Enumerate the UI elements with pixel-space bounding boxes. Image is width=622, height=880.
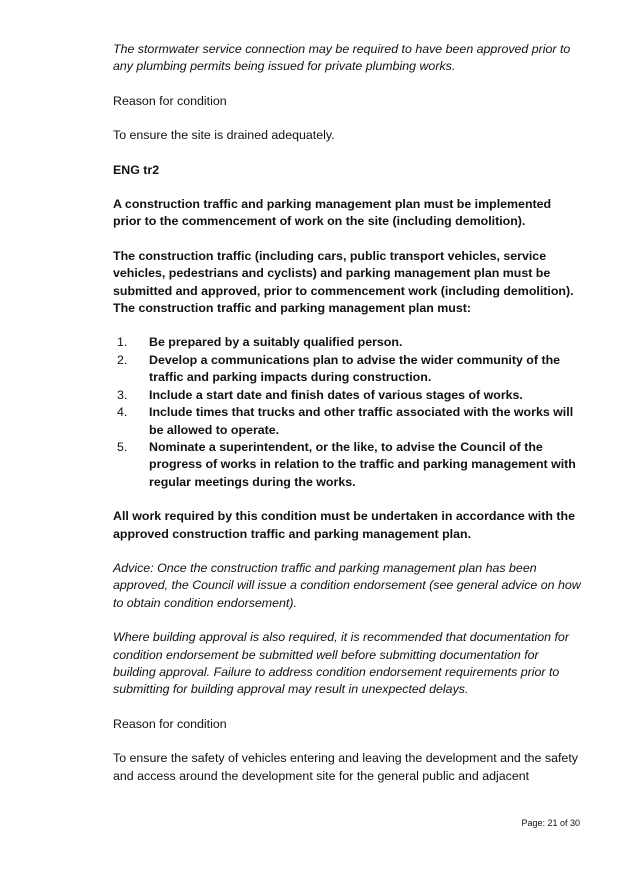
list-item	[113, 387, 582, 404]
reason-text: To ensure the safety of vehicles entering and leaving the development and the safety and access around the development site for the general public and adjacent	[113, 751, 578, 783]
reason-text: To ensure the site is drained adequately.	[113, 128, 335, 143]
list-text: Nominate a superintendent, or the like, to advise the Council of the progress of works in relation to the traffic and parking management with regular meetings during the works.	[149, 439, 576, 489]
list-text: Include times that trucks and other traffic associated with the works will be allowed to operate.	[149, 405, 574, 437]
list-item	[113, 439, 582, 491]
list-number: 5.	[117, 439, 128, 454]
condition-paragraph-3: All work required by this condition must be undertaken in accordance with the approved construction traffic and parking management plan.	[113, 509, 575, 541]
advice-paragraph: Advice: Once the construction traffic and parking management plan has been approved, the Council will issue a condition endorsement (see general advice on how to obtain condition endorsement).	[113, 560, 581, 610]
reason-heading: Reason for condition	[113, 716, 227, 731]
list-number: 4.	[117, 405, 128, 420]
list-number: 1.	[117, 335, 128, 350]
list-text: Develop a communications plan to advise the wider community of the traffic and parking impacts during construction.	[149, 352, 561, 385]
condition-code: ENG tr2	[113, 162, 160, 177]
stormwater-note: The stormwater service connection may be required to have been approved prior to any plumbing permits being issued for private plumbing works.	[113, 42, 571, 74]
condition-paragraph-2: The construction traffic (including cars, public transport vehicles, service vehicles, pedestrians and cyclists) and parking management plan must be submitted and approved, prior to commencement work (including demolition). The construction traffic and parking management plan must:	[113, 248, 574, 316]
list-text: Include a start date and finish dates of various stages of works.	[149, 387, 523, 402]
list-item	[113, 352, 582, 387]
list-number: 3.	[117, 387, 128, 402]
condition-paragraph-1: A construction traffic and parking management plan must be implemented prior to the commencement of work on the site (including demolition).	[113, 197, 552, 229]
list-item	[113, 334, 582, 351]
advice-paragraph-2: Where building approval is also required, it is recommended that documentation for condition endorsement be submitted well before submitting documentation for building approval. Failure to address condition endorsement requirements prior to submitting for building approval may result in unexpected delays.	[113, 630, 569, 697]
reason-heading: Reason for condition	[113, 93, 227, 108]
list-item	[113, 404, 582, 439]
list-text: Be prepared by a suitably qualified person.	[149, 335, 403, 350]
list-number: 2.	[117, 352, 128, 367]
requirements-list	[113, 334, 582, 491]
page-number: Page: 21 of 30	[521, 818, 580, 828]
